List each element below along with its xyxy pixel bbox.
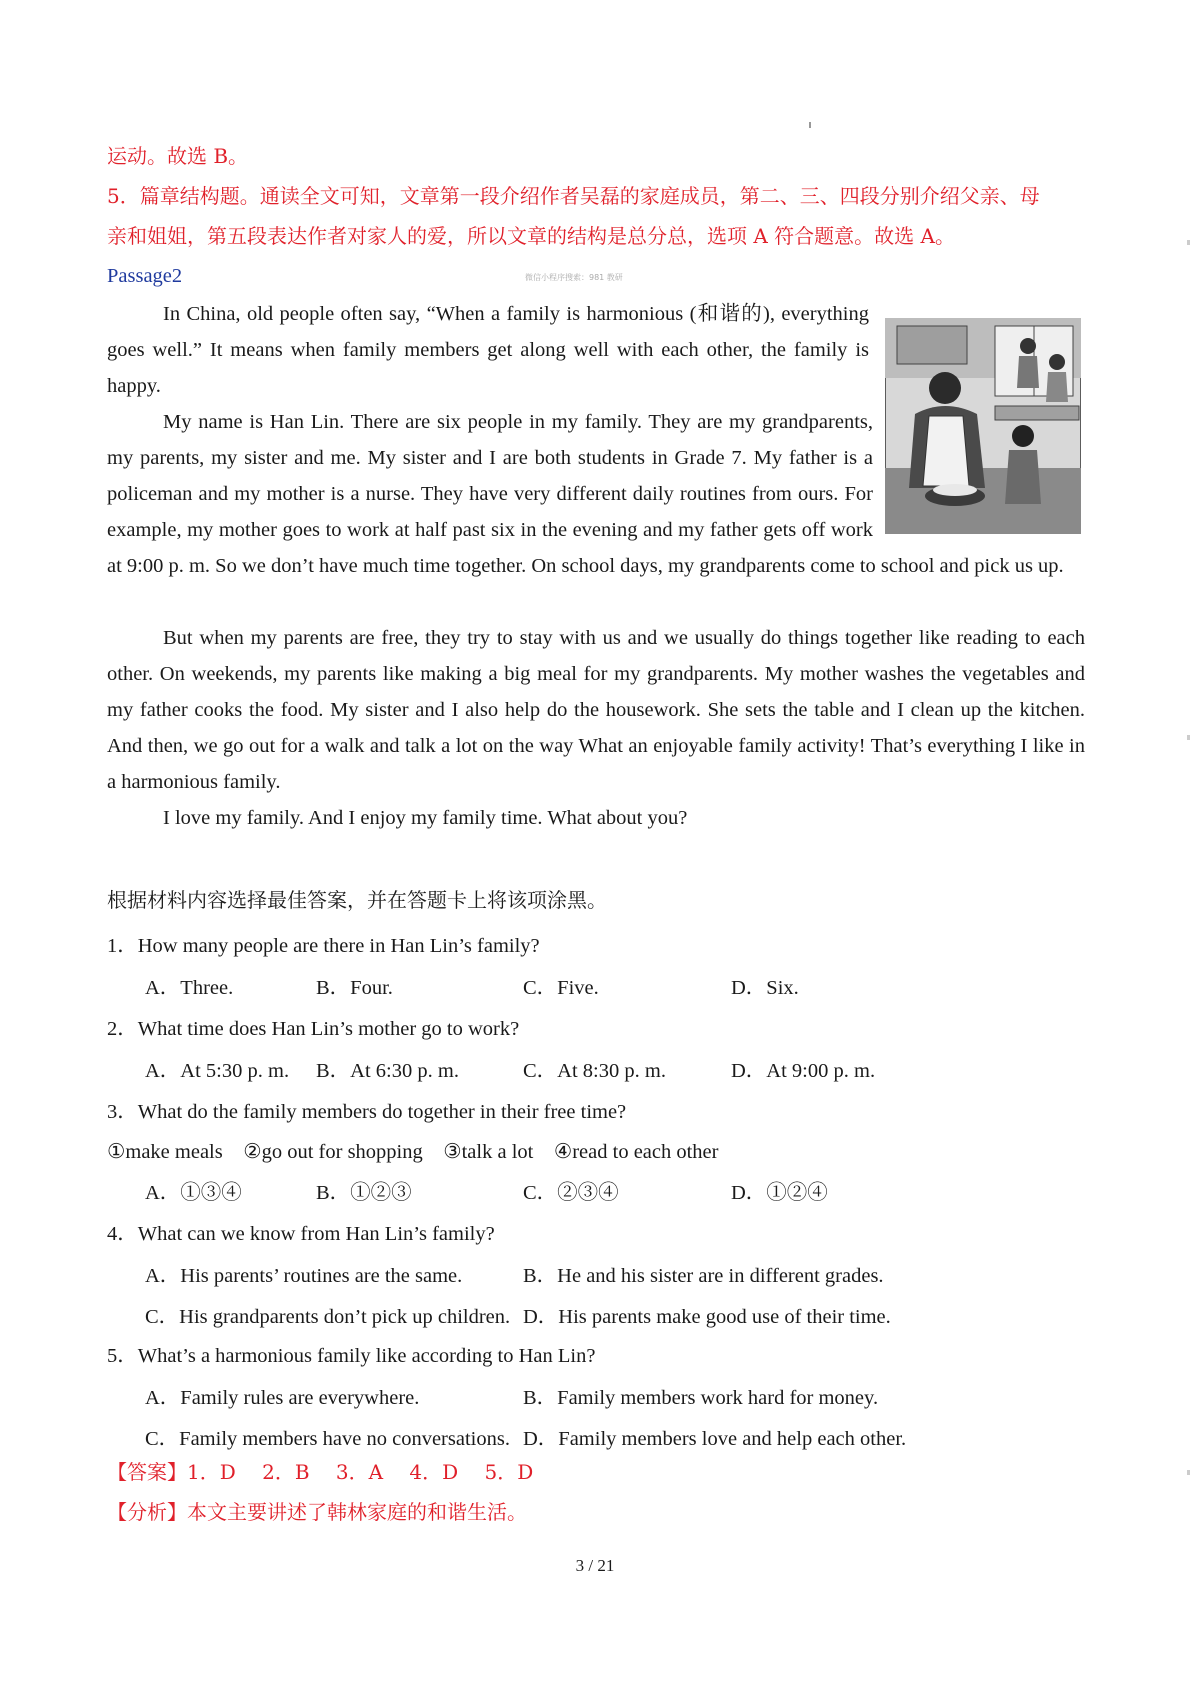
question-1-option-c: C．Five.	[523, 977, 599, 999]
page-number: 3 / 21	[575, 1556, 615, 1575]
question-5-option-b: B．Family members work hard for money.	[523, 1387, 879, 1409]
question-3-option-b: B．①②③	[316, 1182, 412, 1204]
question-3-option-a: A．①③④	[145, 1182, 242, 1204]
question-1-option-a: A．Three.	[145, 977, 234, 999]
question-4-option-b: B．He and his sister are in different grades.	[523, 1265, 884, 1287]
question-1-option-d: D．Six.	[731, 977, 799, 999]
question-5-stem: 5．What’s a harmonious family like according to Han Lin?	[107, 1345, 596, 1367]
question-2-stem: 2．What time does Han Lin’s mother go to work?	[107, 1018, 520, 1040]
question-4-stem: 4．What can we know from Han Lin’s family?	[107, 1223, 495, 1245]
analysis-text: 【分析】本文主要讲述了韩林家庭的和谐生活。	[107, 1500, 527, 1524]
question-2-option-d: D．At 9:00 p. m.	[731, 1060, 876, 1082]
passage-paragraph-3: But when my parents are free, they try to stay with us and we usually do things together like reading to each other. On weekends, my parents like making a big meal for my grandparents. My mother washes the vegetables and my father cooks the food. My sister and I also help do the housework. She sets the table and I clean up the kitchen. And then, we go out for a walk and talk a lot on the way What an enjoyable family activity! That’s everything I like in a harmonious family.	[107, 627, 1085, 793]
instruction-text: 根据材料内容选择最佳答案，并在答题卡上将该项涂黑。	[107, 888, 607, 912]
answer-explanation-line: 运动。故选 B。	[107, 144, 249, 168]
question-5-option-d: D．Family members love and help each other.	[523, 1428, 907, 1450]
question-2-option-c: C．At 8:30 p. m.	[523, 1060, 666, 1082]
passage-paragraph-1: In China, old people often say, “When a family is harmonious (和谐的), everything goes well.” It means when family members get along well with each other, the family is happy.	[107, 303, 869, 397]
watermark: 微信小程序搜索：981 教研	[525, 273, 623, 282]
question-1-stem: 1．How many people are there in Han Lin’s family?	[107, 935, 540, 957]
question-5-explanation-line-1: 5．篇章结构题。通读全文可知，文章第一段介绍作者吴磊的家庭成员，第二、三、四段分别介绍父亲、母	[107, 184, 1040, 208]
answer-key: 【答案】1．D 2．B 3．A 4．D 5．D	[107, 1460, 534, 1484]
question-4-option-c: C．His grandparents don’t pick up children.	[145, 1306, 511, 1328]
question-1-option-b: B．Four.	[316, 977, 393, 999]
passage-title: Passage2	[107, 265, 183, 287]
passage-paragraph-4: I love my family. And I enjoy my family time. What about you?	[163, 807, 688, 829]
passage-paragraph-2: My name is Han Lin. There are six people in my family. They are my grandparents, my parents, my sister and me. My sister and I are both students in Grade 7. My father is a policeman and my mother is a nurse. They have very different daily routines from ours. For example, my mother goes to work at half past six in the evening and my father gets off work at 9:00 p. m. So we don’t have much time together. On school days, my grandparents come to school and pick us up.	[107, 411, 1064, 577]
question-3-stem: 3．What do the family members do together in their free time?	[107, 1101, 627, 1123]
question-5-explanation-line-2: 亲和姐姐，第五段表达作者对家人的爱，所以文章的结构是总分总，选项 A 符合题意。故选 A。	[107, 224, 955, 248]
question-5-option-a: A．Family rules are everywhere.	[145, 1387, 420, 1409]
question-3-option-c: C．②③④	[523, 1182, 619, 1204]
question-4-option-a: A．His parents’ routines are the same.	[145, 1265, 463, 1287]
question-3-items: ①make meals ②go out for shopping ③talk a lot ④read to each other	[107, 1141, 719, 1163]
question-4-option-d: D．His parents make good use of their time.	[523, 1306, 891, 1328]
scan-mark	[809, 122, 811, 128]
question-5-option-c: C．Family members have no conversations.	[145, 1428, 510, 1450]
question-2-option-a: A．At 5:30 p. m.	[145, 1060, 290, 1082]
question-3-option-d: D．①②④	[731, 1182, 828, 1204]
question-2-option-b: B．At 6:30 p. m.	[316, 1060, 459, 1082]
